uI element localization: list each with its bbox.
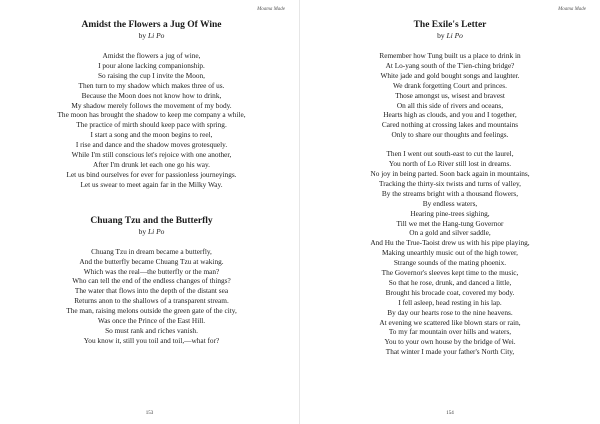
poem-line: Hearing pine-trees sighing, <box>410 208 490 218</box>
poem-line: At Lo-yang south of the T'ien-ching bridge? <box>385 60 515 70</box>
poem-line: Then I went out south-east to cut the laurel, <box>386 149 514 159</box>
poem-line: The man, raising melons outside the green gate of the city, <box>66 306 237 316</box>
poem-line: Till we met the Hang-tung Governor <box>396 218 504 228</box>
poem-line: The water that flows into the depth of the distant sea <box>74 286 229 296</box>
poem-line: You to your own house by the bridge of Wei. <box>384 337 516 347</box>
poem-line: We drank forgetting Court and princes. <box>393 80 507 90</box>
poem-line: At evening we scattered like blown stars or rain, <box>379 317 521 327</box>
poem-line: Let us bind ourselves for ever for passionless journeyings. <box>66 169 237 179</box>
poem-line: After I'm drunk let each one go his way. <box>93 159 210 169</box>
running-head: Moama Made <box>257 7 285 12</box>
poem-line: The moon has brought the shadow to keep me company a while, <box>57 110 246 120</box>
poem-byline <box>30 227 273 237</box>
poem-line: While I'm still conscious let's rejoice with one another, <box>71 150 232 160</box>
poem-line: My shadow merely follows the movement of my body. <box>71 100 232 110</box>
poem-line: To my far mountain over hills and waters, <box>388 327 512 337</box>
poem-line: Hearts high as clouds, and you and I together, <box>383 110 517 120</box>
poem-line: Because the Moon does not know how to drink, <box>81 90 222 100</box>
running-head: Moama Made <box>558 7 586 12</box>
poem-line: Remember how Tung built us a place to drink in <box>379 51 521 60</box>
byline-by: by <box>138 31 147 40</box>
poem-line: Who can tell the end of the endless changes of things? <box>72 276 231 286</box>
poem-line: Then turn to my shadow which makes three of us. <box>78 80 225 90</box>
stanza <box>328 51 572 140</box>
stanza <box>30 51 273 190</box>
poem-line: On all this side of rivers and oceans, <box>396 100 504 110</box>
poem-line: Let us swear to meet again far in the Milky Way. <box>80 179 223 189</box>
author-name: Li Po <box>147 226 165 236</box>
poem-line: I rise and dance and the shadow moves grotesquely. <box>75 140 228 150</box>
poem-line: Cared nothing at crossing lakes and mountains <box>381 120 519 130</box>
poem-line: So that he rose, drunk, and danced a little, <box>388 277 512 287</box>
poem-line: Which was the real—the butterfly or the man? <box>83 266 220 276</box>
poem <box>30 216 273 346</box>
poem-line: Making unearthly music out of the high tower, <box>382 248 518 258</box>
page-number: 154 <box>446 411 454 416</box>
poem-line: Those amongst us, wisest and bravest <box>395 90 505 100</box>
poem-line: White jade and gold bought songs and laughter. <box>380 70 520 80</box>
poem-line: I fell asleep, head resting in his lap. <box>398 297 502 307</box>
stanza <box>30 247 273 346</box>
poem-line: You north of Lo River still lost in dreams. <box>388 159 512 169</box>
poem <box>30 20 273 190</box>
poem-line: And the butterfly became Chuang Tzu at waking. <box>79 256 224 266</box>
byline-by: by <box>138 226 147 236</box>
author-name: Li Po <box>147 31 165 40</box>
poem-line: Brought his brocade coat, covered my body. <box>385 287 515 297</box>
author-name: Li Po <box>446 31 463 40</box>
poem-line: The practice of mirth should keep pace with spring. <box>76 120 227 130</box>
poem-byline <box>30 31 273 41</box>
poem-line: Amidst the flowers a jug of wine, <box>102 51 201 60</box>
poem-line: Strange sounds of the mating phoenix. <box>393 258 507 268</box>
poem-line: I start a song and the moon begins to reel, <box>90 130 213 140</box>
page-content <box>30 20 273 355</box>
poem-line: And Hu the True-Taoist drew us with his pipe playing, <box>370 238 530 248</box>
poem <box>328 20 572 357</box>
poem-line: By the streams bright with a thousand flowers, <box>381 188 519 198</box>
page-content <box>328 20 572 366</box>
poem-line: No joy in being parted. Soon back again in mountains, <box>370 168 530 178</box>
poem-line: Chuang Tzu in dream became a butterfly, <box>91 246 212 256</box>
poem-line: I pour alone lacking companionship. <box>98 60 205 70</box>
poem-line: By day our hearts rose to the nine heavens. <box>387 307 513 317</box>
poem-line: So raising the cup I invite the Moon, <box>97 70 205 80</box>
poem-line: Only to share our thoughts and feelings. <box>391 130 509 140</box>
poem-line: On a gold and silver saddle, <box>409 228 491 238</box>
right-page <box>300 0 600 424</box>
poem-line: The Governor's sleeves kept time to the music, <box>381 268 519 278</box>
page-number: 153 <box>145 411 154 416</box>
poem-title: Amidst the Flowers a Jug Of Wine <box>81 20 222 30</box>
stanza <box>328 149 572 357</box>
poem-line: Was once the Prince of the East Hill. <box>97 316 206 326</box>
poem-title: The Exile's Letter <box>413 20 487 30</box>
poem-line: Tracking the thirty-six twists and turns of valley, <box>379 178 521 188</box>
poem-line: That winter I made your father's North City, <box>385 347 515 357</box>
poem-line: By endless waters, <box>422 198 478 208</box>
byline-by: by <box>437 31 445 40</box>
poem-line: So must rank and riches vanish. <box>105 325 198 335</box>
poem-line: Returns anon to the shallows of a transparent stream. <box>74 296 229 306</box>
poem-byline <box>328 31 572 41</box>
poem-line: You know it, still you toil and toil,—what for? <box>83 335 220 345</box>
poem-title: Chuang Tzu and the Butterfly <box>90 215 213 226</box>
